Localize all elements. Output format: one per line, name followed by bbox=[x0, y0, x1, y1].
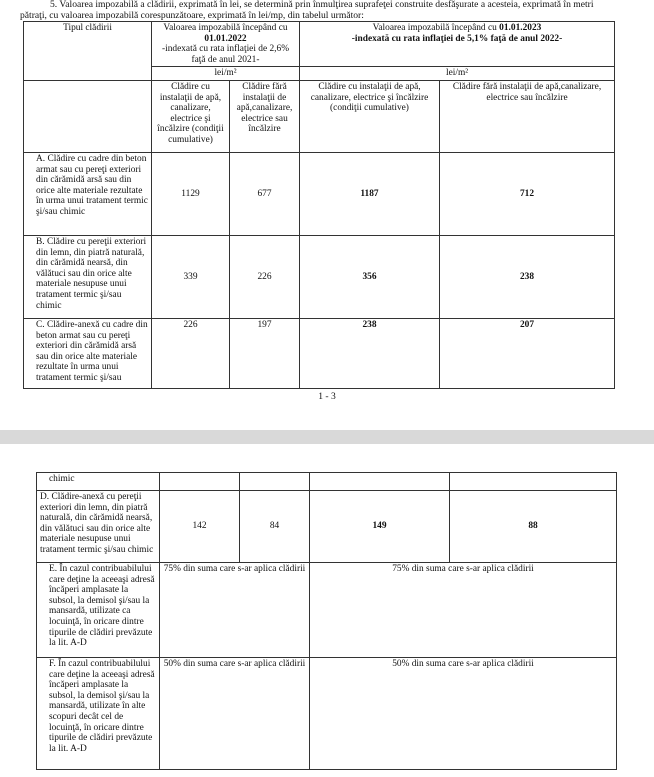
tax-value-table-continued bbox=[36, 472, 617, 770]
header-2023-date: 01.01.2023 bbox=[499, 23, 542, 33]
row-b-2022-with: 339 bbox=[152, 235, 230, 318]
header-2023-line1: Valoarea impozabilă începând cu bbox=[372, 23, 497, 33]
header-2022-date: 01.01.2022 bbox=[204, 33, 247, 44]
row-f-2022: 50% din suma care s-ar aplica clădirii bbox=[160, 658, 310, 770]
row-d-2022-without: 84 bbox=[240, 491, 310, 563]
row-c-2022-without: 197 bbox=[230, 318, 300, 388]
subheader-2023-with-utilities: Clădire cu instalaţii de apă, canalizare, electrice şi încălzire (condiţii cumulative) bbox=[300, 80, 440, 152]
row-a-2022-without: 677 bbox=[230, 152, 300, 235]
row-d-2023-without: 88 bbox=[450, 491, 617, 563]
row-b-2023-with: 356 bbox=[300, 235, 440, 318]
row-c-label: C. Clădire-anexă cu cadre din beton armat sau cu pereţi exteriori din cărămidă arsă sau din orice alte materiale rezultate în urma unui tratament termic şi/sau bbox=[24, 318, 152, 388]
subheader-2022-without-utilities: Clădire fără instalaţii de apă,canalizare, electrice sau încălzire bbox=[230, 80, 300, 152]
header-2023-group bbox=[300, 22, 615, 67]
row-c-2022-with: 226 bbox=[152, 318, 230, 388]
row-f-2023: 50% din suma care s-ar aplica clădirii bbox=[310, 658, 617, 770]
row-b-2022-without: 226 bbox=[230, 235, 300, 318]
header-2022-group bbox=[152, 22, 300, 67]
continuation-label: chimic bbox=[37, 473, 160, 491]
subheader-2022-with-utilities: Clădire cu instalaţii de apă, canalizare, electrice şi încălzire (condiţii cumulative) bbox=[152, 80, 230, 152]
header-2022-line3: -indexată cu rata inflaţiei de 2,6% faţă de anul 2021- bbox=[161, 44, 290, 65]
row-b-label: B. Clădire cu pereţii exteriori din lemn, din piatră naturală, din cărămidă nearsă, din vălătuci sau din orice alte materiale nesupuse unui tratament termic şi/sau chimic bbox=[24, 235, 152, 318]
row-a-label: A. Clădire cu cadre din beton armat sau cu pereţi exteriori din cărămidă arsă sau din orice alte materiale rezultate în urma unui tratament termic şi/sau chimic bbox=[24, 152, 152, 235]
table-row bbox=[24, 152, 615, 235]
row-b-2023-without: 238 bbox=[440, 235, 615, 318]
row-c-2023-without: 207 bbox=[440, 318, 615, 388]
row-e-2023: 75% din suma care s-ar aplica clădirii bbox=[310, 563, 617, 658]
row-e-2022: 75% din suma care s-ar aplica clădirii bbox=[160, 563, 310, 658]
row-d-2022-with: 142 bbox=[160, 491, 240, 563]
row-a-2023-with: 1187 bbox=[300, 152, 440, 235]
document-page-2 bbox=[0, 444, 654, 777]
row-f-label: F. În cazul contribuabilului care deţine la aceeaşi adresă încăperi amplasate la subsol, la demisol şi/sau la mansardă, utilizate în alte scopuri decât cel de locuinţă, în oricare dintre tipurile de clădiri prevăzute la lit. A-D bbox=[37, 658, 160, 770]
intro-paragraph bbox=[20, 0, 650, 21]
row-c-2023-with: 238 bbox=[300, 318, 440, 388]
intro-line-2: pătraţi, cu valoarea impozabilă corespunzătoare, exprimată în lei/mp, din tabelul următor: bbox=[20, 9, 364, 21]
table-row bbox=[37, 473, 617, 491]
table-row bbox=[37, 563, 617, 658]
page-number: 1 - 3 bbox=[318, 391, 336, 402]
header-building-type: Tipul clădirii bbox=[24, 22, 152, 81]
unit-2022: lei/m² bbox=[152, 67, 300, 81]
header-2022-line1: Valoarea impozabilă începând cu bbox=[163, 23, 288, 33]
intro-line-1: 5. Valoarea impozabilă a clădirii, exprimată în lei, se determină prin înmulţirea suprafeţei construite desfăşurate a acesteia, exprimată în metri bbox=[50, 0, 594, 10]
tax-value-table bbox=[23, 21, 615, 389]
header-2023-line2: -indexată cu rata inflaţiei de 5,1% faţă de anul 2022- bbox=[351, 33, 563, 44]
row-a-2022-with: 1129 bbox=[152, 152, 230, 235]
table-row bbox=[37, 658, 617, 770]
row-a-2023-without: 712 bbox=[440, 152, 615, 235]
row-d-2023-with: 149 bbox=[310, 491, 450, 563]
subheader-2023-without-utilities: Clădire fără instalaţii de apă,canalizare, electrice sau încălzire bbox=[440, 80, 615, 152]
table-row bbox=[24, 235, 615, 318]
table-row bbox=[37, 491, 617, 563]
table-row bbox=[24, 318, 615, 388]
row-d-label: D. Clădire-anexă cu pereţii exteriori din lemn, din piatră naturală, din cărămidă nearsă, din vălătuci sau din orice alte materiale nesupuse unui tratament termic şi/sau chimic bbox=[37, 491, 160, 563]
header-empty-cell bbox=[24, 80, 152, 152]
row-e-label: E. În cazul contribuabilului care deţine la aceeaşi adresă încăperi amplasate la subsol, la demisol şi/sau la mansardă, utilizate ca locuinţă, în oricare dintre tipurile de clădiri prevăzute la lit. A-D bbox=[37, 563, 160, 658]
unit-2023: lei/m² bbox=[300, 67, 615, 81]
